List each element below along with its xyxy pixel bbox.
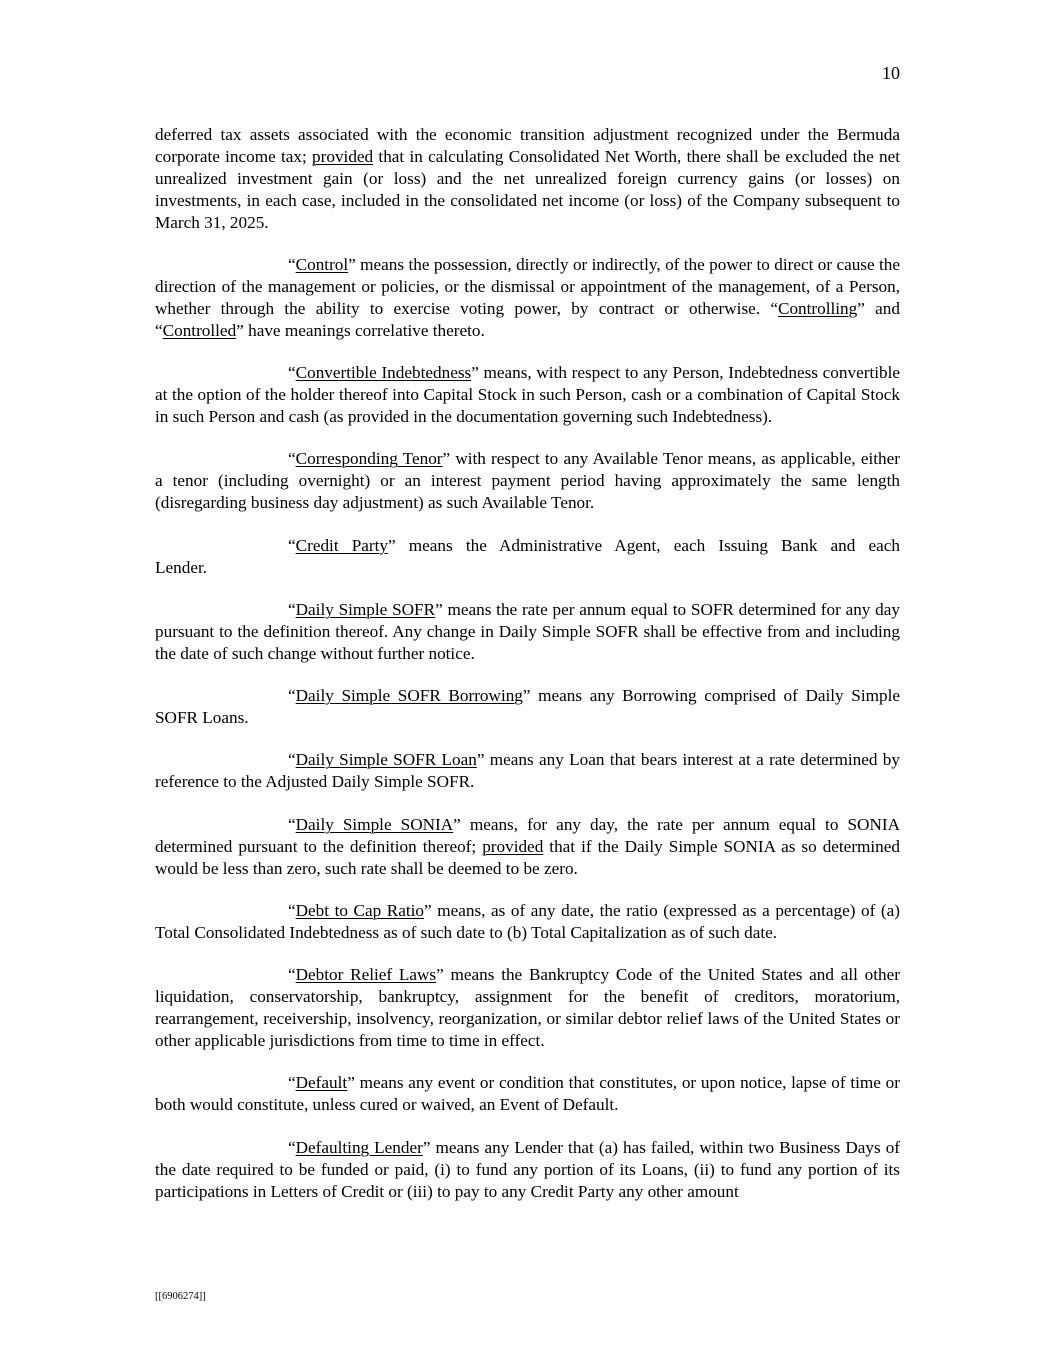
defined-term: Control: [295, 255, 349, 275]
definition-text: ” means the rate per annum equal to SOFR determined for any day pursuant to the definition thereof. Any change in Daily Simple SOFR shall be effective from and including the date of such change without further notice.: [155, 599, 900, 663]
defined-term: Daily Simple SONIA: [295, 814, 454, 834]
definition-credit-party-continuation: [155, 557, 900, 579]
underlined-term: provided: [482, 836, 544, 856]
definition-text: Lender.: [155, 557, 208, 577]
document-footer-id: [[6906274]]: [155, 1291, 206, 1302]
definition-text: ” means, with respect to any Person, Indebtedness convertible at the option of the holder thereof into Capital Stock in such Person, cash or a combination of Capital Stock in such Person and cash (as provided in the documentation governing such Indebtedness).: [155, 363, 900, 426]
defined-term: Convertible Indebtedness: [295, 363, 472, 383]
defined-term: Daily Simple SOFR Loan: [295, 750, 477, 770]
paragraph-text: deferred tax assets associated with the economic transition adjustment recognized under the Bermuda corporate income tax;: [155, 125, 900, 166]
definition-text: ” means the possession, directly or indirectly, of the power to direct or cause the direction of the management or policies, or the dismissal or appointment of the management, of a Person, whether through the ability to exercise voting power, by contract or otherwise. “: [155, 255, 900, 318]
definition-text: ” have meanings correlative thereto.: [236, 320, 485, 340]
definition-corresponding-tenor: “Corresponding Tenor” with respect to any Available Tenor means, as applicable, either a tenor (including overnight) or an interest payment period having approximately the same length (disregarding business day adjustment) as such Available Tenor.: [155, 449, 901, 513]
defined-term: Credit Party: [295, 535, 389, 555]
paragraph-continuation: [155, 124, 900, 234]
definition-text: ” means, as of any date, the ratio (expressed as a percentage) of (a) Total Consolidated Indebtedness as of such date to (b) Total Capitalization as of such date.: [155, 900, 900, 942]
definition-text: ” means the Administrative Agent, each Issuing Bank and each: [388, 535, 900, 555]
definition-text: ” means, for any day, the rate per annum equal to SONIA determined pursuant to the definition thereof;: [155, 814, 900, 856]
page-number: 10: [882, 63, 900, 83]
defined-term: Defaulting Lender: [295, 1137, 423, 1157]
definition-text: ” means any Lender that (a) has failed, within two Business Days of the date required to be funded or paid, (i) to fund any portion of its Loans, (ii) to fund any portion of its participations in Letters of Credit or (iii) to pay to any Credit Party any other amount: [155, 1137, 901, 1201]
document-body: [155, 124, 900, 1223]
definition-daily-simple-sofr-borrowing: “Daily Simple SOFR Borrowing” means any Borrowing comprised of Daily Simple SOFR Loans.: [155, 686, 900, 728]
definition-convertible-indebtedness: “Convertible Indebtedness” means, with respect to any Person, Indebtedness convertible at the option of the holder thereof into Capital Stock in such Person, cash or a combination of Capital Stock in such Person and cash (as provided in the documentation governing such Indebtedness).: [155, 363, 900, 426]
defined-term: Debt to Cap Ratio: [295, 900, 425, 920]
definition-control: “Control” means the possession, directly or indirectly, of the power to direct or cause the direction of the management or policies, or the dismissal or appointment of the management, of a Person, whether through the ability to exercise voting power, by contract or otherwise. “Controlling” and “Controlled” have meanings correlative thereto.: [155, 255, 900, 340]
definition-debt-to-cap-ratio: “Debt to Cap Ratio” means, as of any date, the ratio (expressed as a percentage) of (a) Total Consolidated Indebtedness as of such date to (b) Total Capitalization as of such date.: [155, 900, 900, 942]
defined-term: Daily Simple SOFR: [295, 599, 436, 619]
definition-text: ” means the Bankruptcy Code of the United States and all other liquidation, conservatorship, bankruptcy, assignment for the benefit of creditors, moratorium, rearrangement, receivership, insolvency, reorganization, or similar debtor relief laws of the United States or other applicable jurisdictions from time to time in effect.: [155, 965, 900, 1050]
definition-credit-party: “Credit Party” means the Administrative Agent, each Issuing Bank and each: [288, 535, 900, 555]
definition-daily-simple-sonia: “Daily Simple SONIA” means, for any day, the rate per annum equal to SONIA determined pursuant to the definition thereof; provided that if the Daily Simple SONIA as so determined would be less than zero, such rate shall be deemed to be zero.: [155, 814, 900, 878]
definition-text: that if the Daily Simple SONIA as so determined would be less than zero, such rate shall be deemed to be zero.: [155, 836, 900, 878]
definition-daily-simple-sofr-loan: “Daily Simple SOFR Loan” means any Loan that bears interest at a rate determined by reference to the Adjusted Daily Simple SOFR.: [155, 750, 900, 792]
defined-term: Default: [295, 1073, 348, 1093]
defined-term: Debtor Relief Laws: [295, 965, 437, 985]
definition-default: “Default” means any event or condition that constitutes, or upon notice, lapse of time or both would constitute, unless cured or waived, an Event of Default.: [155, 1073, 900, 1115]
definition-text: ” means any Loan that bears interest at a rate determined by reference to the Adjusted Daily Simple SOFR.: [155, 750, 900, 792]
definition-text: ” and “: [155, 298, 900, 340]
defined-term: Controlling: [777, 298, 858, 318]
defined-term: Daily Simple SOFR Borrowing: [295, 686, 523, 706]
underlined-term: provided: [312, 146, 374, 166]
defined-term: Controlled: [162, 320, 237, 340]
definition-text: ” means any event or condition that constitutes, or upon notice, lapse of time or both would constitute, unless cured or waived, an Event of Default.: [155, 1073, 900, 1115]
paragraph-text: that in calculating Consolidated Net Worth, there shall be excluded the net unrealized investment gain (or loss) and the net unrealized foreign currency gains (or losses) on investments, in each case, included in the consolidated net income (or loss) of the Company subsequent to March 31, 2025.: [155, 146, 900, 232]
definition-text: ” means any Borrowing comprised of Daily Simple SOFR Loans.: [155, 686, 900, 728]
defined-term: Corresponding Tenor: [295, 449, 443, 469]
definition-debtor-relief-laws: “Debtor Relief Laws” means the Bankruptcy Code of the United States and all other liquidation, conservatorship, bankruptcy, assignment for the benefit of creditors, moratorium, rearrangement, receivership, insolvency, reorganization, or similar debtor relief laws of the United States or other applicable jurisdictions from time to time in effect.: [155, 965, 900, 1050]
definition-text: ” with respect to any Available Tenor means, as applicable, either a tenor (including overnight) or an interest payment period having approximately the same length (disregarding business day adjustment) as such Available Tenor.: [155, 449, 901, 513]
definition-defaulting-lender: “Defaulting Lender” means any Lender that (a) has failed, within two Business Days of the date required to be funded or paid, (i) to fund any portion of its Loans, (ii) to fund any portion of its participations in Letters of Credit or (iii) to pay to any Credit Party any other amount: [155, 1137, 901, 1201]
definition-daily-simple-sofr: “Daily Simple SOFR” means the rate per annum equal to SOFR determined for any day pursuant to the definition thereof. Any change in Daily Simple SOFR shall be effective from and including the date of such change without further notice.: [155, 599, 900, 663]
